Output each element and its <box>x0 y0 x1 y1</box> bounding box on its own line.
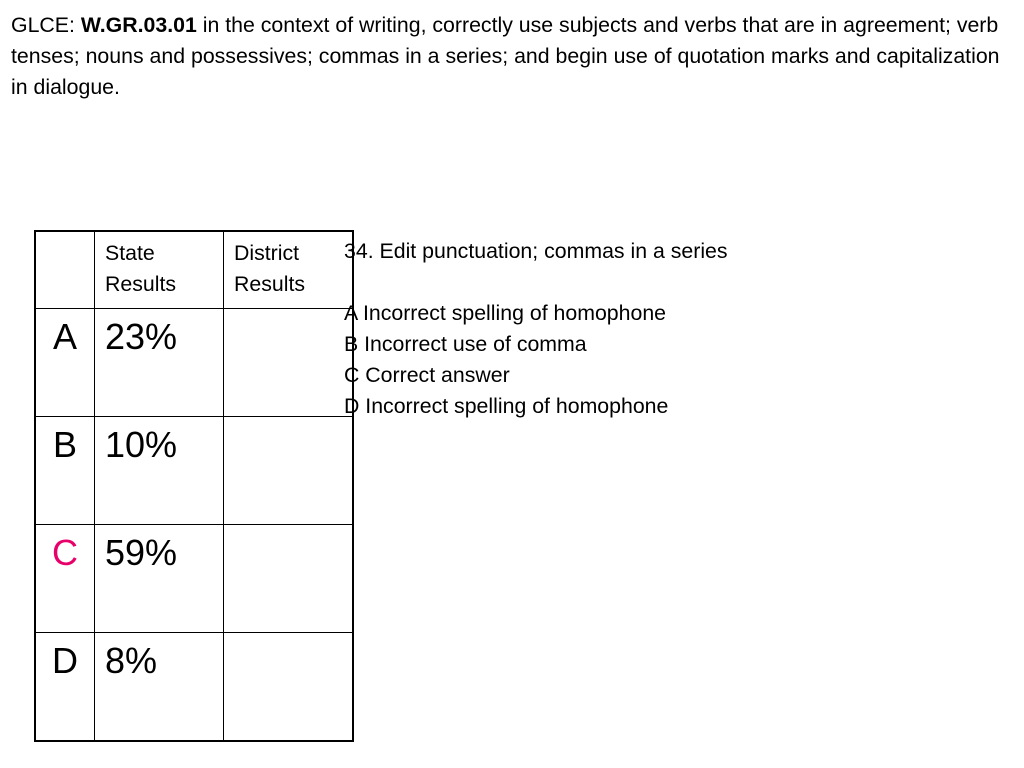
row-letter: A <box>35 309 95 417</box>
row-state-value: 8% <box>95 633 224 742</box>
header-state-line1: State <box>105 241 155 265</box>
header-district-line2: Results <box>234 272 306 296</box>
option-d: D Incorrect spelling of homophone <box>344 394 669 418</box>
standard-prefix: GLCE: <box>11 13 81 37</box>
results-table <box>34 230 354 742</box>
row-district-value <box>224 633 354 742</box>
row-letter-correct: C <box>35 525 95 633</box>
option-b: B Incorrect use of comma <box>344 332 587 356</box>
option-a: A Incorrect spelling of homophone <box>344 301 667 325</box>
standard-text: in the context of writing, correctly use subjects and verbs that are in agreement; verb tenses; nouns and possessives; commas in a series; and begin use of quotation marks and capitalization in dialogue. <box>11 13 1000 99</box>
header-district-results <box>224 231 354 309</box>
row-district-value <box>224 309 354 417</box>
standard-description <box>11 10 1016 103</box>
question-title: 34. Edit punctuation; commas in a series <box>344 239 728 263</box>
table-header-row <box>35 231 353 309</box>
header-state-results <box>95 231 224 309</box>
header-empty-cell <box>35 231 95 309</box>
row-state-value: 59% <box>95 525 224 633</box>
option-c: C Correct answer <box>344 363 510 387</box>
row-state-value: 23% <box>95 309 224 417</box>
row-letter: D <box>35 633 95 742</box>
table-row <box>35 525 353 633</box>
row-letter: B <box>35 417 95 525</box>
table-row <box>35 633 353 742</box>
table-row <box>35 417 353 525</box>
standard-code: W.GR.03.01 <box>80 13 197 37</box>
row-state-value: 10% <box>95 417 224 525</box>
question-block <box>344 236 728 422</box>
header-state-line2: Results <box>105 272 177 296</box>
row-district-value <box>224 417 354 525</box>
table-row <box>35 309 353 417</box>
row-district-value <box>224 525 354 633</box>
header-district-line1: District <box>234 241 300 265</box>
